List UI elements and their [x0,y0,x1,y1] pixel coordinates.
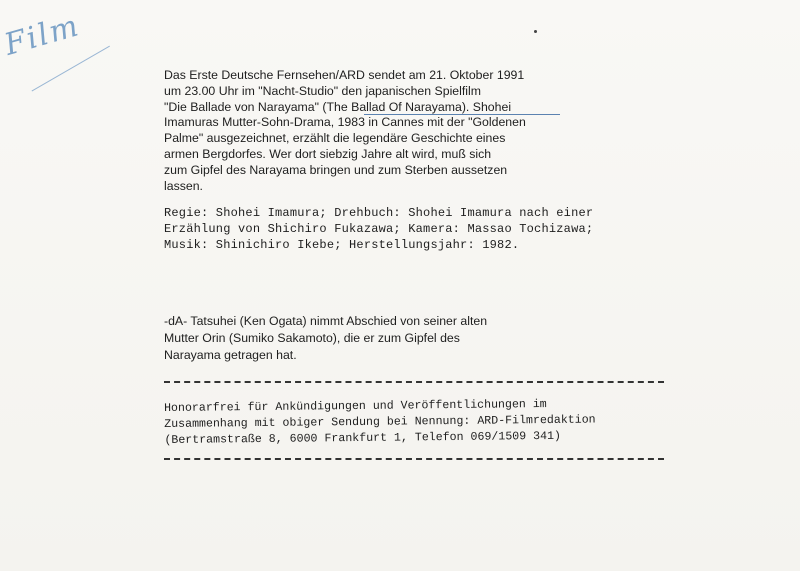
photo-caption: -dA- Tatsuhei (Ken Ogata) nimmt Abschied von seiner alten Mutter Orin (Sumiko Sakamoto), die er zum Gipfel des Narayama getragen hat. [164,314,488,362]
handwritten-note: Film [0,8,84,63]
broadcast-description: Das Erste Deutsche Fernsehen/ARD sendet am 21. Oktober 1991 um 23.00 Uhr im "Nacht-Studio" den japanischen Spielfilm "Die Ballade von Narayama" (The Ballad Of Narayama). Shohei Imamuras Mutter-Sohn-Drama, 1983 in Cannes mit der "Goldenen Palme" ausgezeichnet, erzählt die legendäre Geschichte eines armen Bergdorfes. Wer dort siebzig Jahre alt wird, muß sich zum Gipfel des Narayama bringen und zum Sterben aussetzen lassen. [164,68,526,193]
credits-text: Regie: Shohei Imamura; Drehbuch: Shohei Imamura nach einer Erzählung von Shichiro Fukazawa; Kamera: Massao Tochizawa; Musik: Shinichiro Ikebe; Herstellungsjahr: 1982. [164,206,594,252]
dashed-divider-bottom [164,458,664,460]
ink-dot [534,30,537,33]
dashed-divider-top [164,381,664,383]
copyright-notice: Honorarfrei für Ankündigungen und Veröffentlichungen im Zusammenhang mit obiger Sendung bei Nennung: ARD-Filmredaktion (Bertramstraße 8, 6000 Frankfurt 1, Telefon 069/1509 341) [164,397,596,447]
title-underline [364,114,560,115]
